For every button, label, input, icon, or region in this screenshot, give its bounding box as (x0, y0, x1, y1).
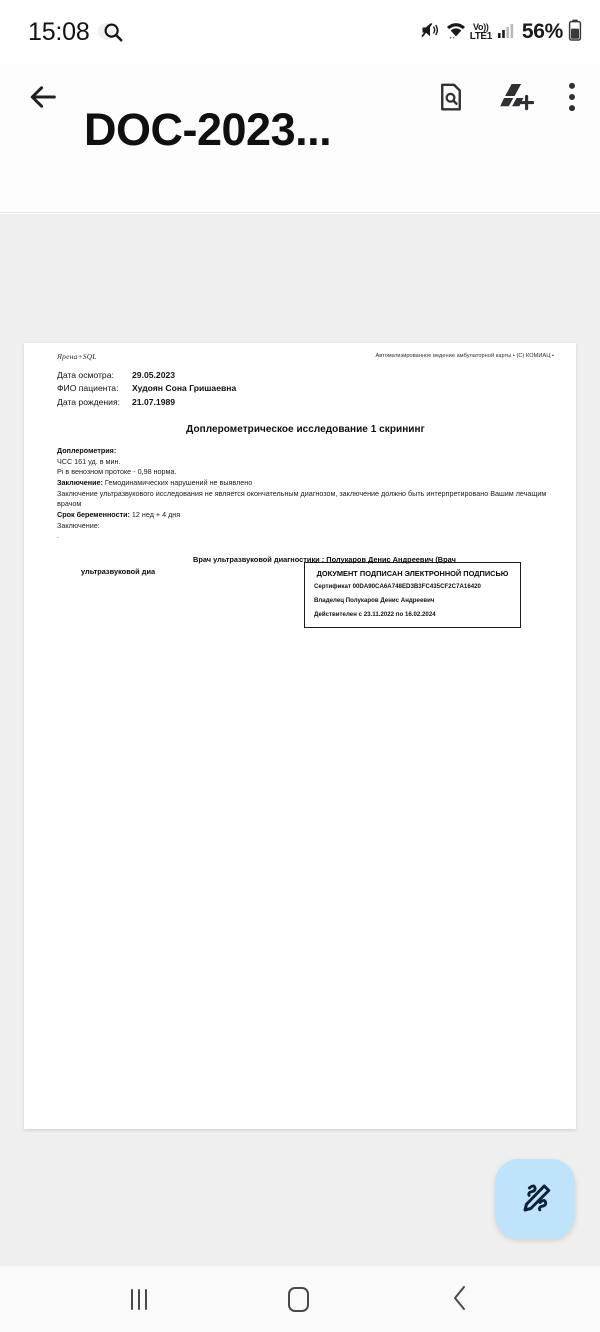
term-line (57, 510, 554, 521)
brand-logo: Ярена+SQL (57, 352, 97, 361)
document-page (24, 343, 576, 1129)
back-chevron-icon (450, 1285, 470, 1314)
field-label: Дата рождения: (57, 396, 121, 407)
document-heading: Доплерометрическое исследование 1 скрининг (186, 423, 425, 435)
signature-title: ДОКУМЕНТ ПОДПИСАН ЭЛЕКТРОННОЙ ПОДПИСЬЮ (316, 569, 509, 578)
electronic-signature-stamp (304, 562, 521, 628)
signature-edit-fab[interactable] (495, 1159, 575, 1239)
status-clock: 15:08 (28, 17, 90, 46)
status-bar-left (28, 17, 128, 47)
document-page-content (24, 343, 576, 1129)
conclusion-value: Гемодинамических нарушений не выявлено (102, 478, 253, 488)
pi-venous-line: Pi в венозном протоке - 0,98 норма. (57, 467, 177, 477)
status-bar-right (420, 19, 582, 46)
patient-info-table (57, 368, 236, 409)
signal-bars-icon (497, 20, 517, 45)
conclusion-label: Заключение: (57, 478, 103, 488)
search-icon[interactable] (98, 17, 128, 47)
home-icon (288, 1287, 309, 1312)
app-bar (0, 64, 600, 213)
app-bar-actions (436, 82, 576, 112)
signature-valid: Действителен с 23.11.2022 по 16.02.2024 (314, 610, 436, 618)
recents-button[interactable] (105, 1279, 173, 1320)
disclaimer-line: Заключение ультразвукового исследования не является окончательным диагнозом, заключение должно быть интерпретировано Вашим лечащим врачом (57, 488, 547, 509)
find-in-document-icon[interactable] (436, 82, 466, 112)
back-arrow-icon[interactable] (26, 80, 60, 114)
term-label: Срок беременности: (57, 510, 130, 520)
field-value: Худоян Сона Гришаевна (132, 383, 237, 394)
heart-rate-line: ЧСС 161 уд. в мин. (57, 456, 121, 466)
field-label: Дата осмотра: (57, 369, 114, 380)
signature-pen-icon (515, 1179, 555, 1219)
document-header-row (57, 352, 554, 366)
field-value: 21.07.1989 (132, 396, 176, 407)
term-value: 12 нед + 4 дня (129, 510, 181, 520)
mute-icon (420, 20, 440, 45)
doctor-line-main: Врач ультразвуковой диагностики : Полукаров Денис Андреевич (Врач (193, 555, 456, 565)
status-bar (0, 0, 600, 64)
conclusion-line (57, 478, 554, 489)
back-button[interactable] (424, 1275, 496, 1324)
conclusion2-line: Заключение: (57, 520, 100, 530)
battery-icon (568, 19, 582, 46)
signature-certificate: Сертификат 00DA90CA6A748ED3B3FC435CF2C7A16420 (314, 583, 481, 591)
more-options-icon[interactable] (568, 82, 576, 112)
page-title: DOC-2023... (84, 104, 332, 155)
system-navigation-bar (0, 1265, 600, 1332)
document-body (57, 446, 554, 542)
dopplerometry-label: Доплерометрия: (57, 446, 117, 456)
home-button[interactable] (262, 1277, 335, 1322)
table-row (57, 368, 236, 382)
field-label: ФИО пациента: (57, 383, 119, 394)
add-to-drive-icon[interactable] (500, 82, 534, 112)
recents-icon (131, 1289, 147, 1310)
doctor-line-wrap: ультразвуковой диа (81, 566, 156, 576)
signature-owner: Владелец Полукаров Денис Андреевич (314, 596, 435, 604)
wifi-icon (445, 20, 467, 45)
trailing-dot: . (57, 531, 59, 541)
header-note: Автоматизированное ведение амбулаторной карты • (C) КОМИАЦ • (375, 353, 554, 359)
table-row (57, 382, 236, 396)
volte-indicator: Vo)) LTE1 (469, 21, 492, 42)
table-row (57, 395, 236, 409)
document-viewer[interactable] (0, 214, 600, 1265)
battery-percent-label: 56% (521, 20, 563, 43)
field-value: 29.05.2023 (132, 369, 176, 380)
